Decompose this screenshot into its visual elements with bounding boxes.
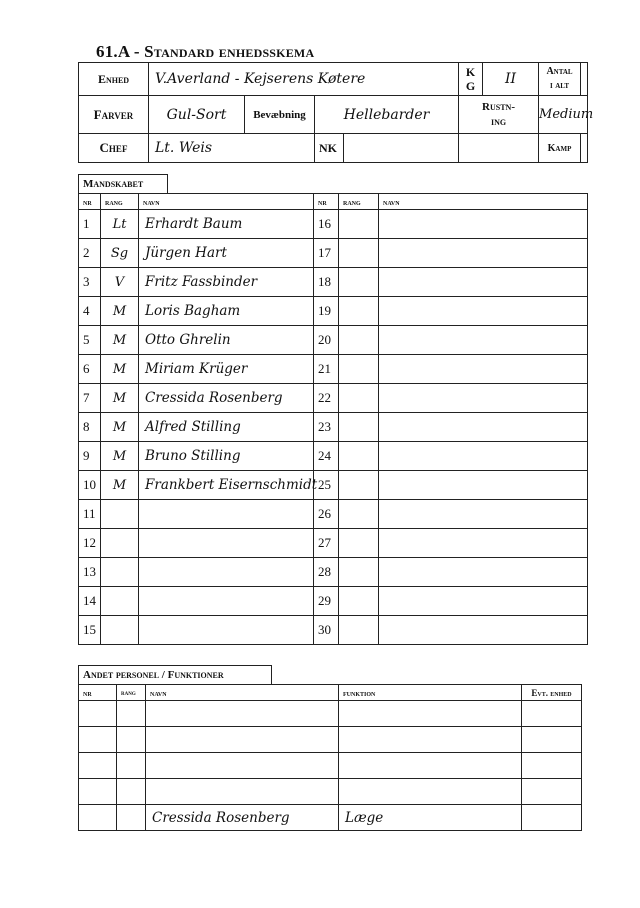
crew-section-label: Mandskabet bbox=[78, 174, 168, 193]
crew-name[interactable] bbox=[139, 558, 314, 587]
crew-name[interactable] bbox=[379, 297, 588, 326]
crew-row bbox=[79, 384, 588, 413]
nk-value[interactable] bbox=[459, 134, 539, 163]
crew-name[interactable] bbox=[379, 384, 588, 413]
crew-row bbox=[79, 500, 588, 529]
chief-value[interactable]: Lt. Weis bbox=[149, 134, 315, 163]
crew-row bbox=[79, 529, 588, 558]
crew-col-nr-right: nr bbox=[314, 194, 339, 210]
crew-nr: 15 bbox=[79, 616, 101, 645]
crew-name[interactable]: Erhardt Baum bbox=[139, 210, 314, 239]
crew-nr: 29 bbox=[314, 587, 339, 616]
other-name[interactable] bbox=[146, 779, 339, 805]
crew-rank[interactable]: M bbox=[101, 471, 139, 500]
crew-rank[interactable]: Lt bbox=[101, 210, 139, 239]
crew-name[interactable]: Alfred Stilling bbox=[139, 413, 314, 442]
other-function[interactable] bbox=[339, 701, 522, 727]
other-row bbox=[79, 701, 582, 727]
crew-nr: 26 bbox=[314, 500, 339, 529]
crew-name[interactable]: Fritz Fassbinder bbox=[139, 268, 314, 297]
other-function[interactable] bbox=[339, 753, 522, 779]
other-name[interactable] bbox=[146, 701, 339, 727]
crew-nr: 16 bbox=[314, 210, 339, 239]
unit-value[interactable]: V.Averland - Kejserens Køtere bbox=[149, 63, 459, 96]
other-nr[interactable] bbox=[79, 805, 117, 831]
crew-row bbox=[79, 442, 588, 471]
crew-nr: 4 bbox=[79, 297, 101, 326]
crew-row bbox=[79, 297, 588, 326]
other-row bbox=[79, 753, 582, 779]
crew-row bbox=[79, 326, 588, 355]
other-function[interactable]: Læge bbox=[339, 805, 522, 831]
other-row bbox=[79, 805, 582, 831]
colors-value[interactable]: Gul-Sort bbox=[149, 96, 245, 134]
crew-nr: 7 bbox=[79, 384, 101, 413]
crew-nr: 5 bbox=[79, 326, 101, 355]
total-label-top: Antal bbox=[546, 66, 573, 77]
crew-rank[interactable] bbox=[339, 413, 379, 442]
crew-rank[interactable]: M bbox=[101, 384, 139, 413]
crew-row bbox=[79, 558, 588, 587]
crew-nr: 18 bbox=[314, 268, 339, 297]
crew-name[interactable]: Otto Ghrelin bbox=[139, 326, 314, 355]
other-col-rank: rang bbox=[117, 685, 146, 701]
crew-row bbox=[79, 210, 588, 239]
crew-name[interactable]: Jürgen Hart bbox=[139, 239, 314, 268]
kg-label-top: K bbox=[465, 65, 476, 79]
other-unit[interactable] bbox=[522, 805, 582, 831]
crew-rank[interactable]: M bbox=[101, 442, 139, 471]
crew-col-rank-right: rang bbox=[339, 194, 379, 210]
other-nr[interactable] bbox=[79, 727, 117, 753]
crew-name[interactable] bbox=[379, 558, 588, 587]
other-col-nr: nr bbox=[79, 685, 117, 701]
armor-label bbox=[459, 96, 539, 134]
crew-nr: 22 bbox=[314, 384, 339, 413]
other-col-function: funktion bbox=[339, 685, 522, 701]
crew-name[interactable] bbox=[379, 442, 588, 471]
crew-name[interactable]: Cressida Rosenberg bbox=[139, 384, 314, 413]
armor-label-top: Rustn- bbox=[482, 100, 515, 113]
crew-name[interactable] bbox=[379, 210, 588, 239]
other-nr[interactable] bbox=[79, 753, 117, 779]
crew-nr: 23 bbox=[314, 413, 339, 442]
crew-nr: 24 bbox=[314, 442, 339, 471]
crew-nr: 30 bbox=[314, 616, 339, 645]
weapons-value[interactable]: Hellebarder bbox=[315, 96, 459, 134]
other-nr[interactable] bbox=[79, 779, 117, 805]
crew-row bbox=[79, 471, 588, 500]
crew-name[interactable] bbox=[379, 413, 588, 442]
crew-rank[interactable] bbox=[339, 297, 379, 326]
other-row bbox=[79, 779, 582, 805]
crew-name[interactable] bbox=[139, 500, 314, 529]
crew-nr: 1 bbox=[79, 210, 101, 239]
chief-label: Chef bbox=[79, 134, 149, 163]
crew-rank[interactable] bbox=[339, 587, 379, 616]
crew-row bbox=[79, 268, 588, 297]
crew-name[interactable] bbox=[379, 529, 588, 558]
crew-rank[interactable] bbox=[339, 442, 379, 471]
crew-name[interactable] bbox=[379, 500, 588, 529]
crew-name[interactable] bbox=[139, 529, 314, 558]
crew-rank[interactable] bbox=[339, 268, 379, 297]
crew-nr: 13 bbox=[79, 558, 101, 587]
crew-row bbox=[79, 587, 588, 616]
other-unit[interactable] bbox=[522, 753, 582, 779]
crew-rank[interactable] bbox=[339, 239, 379, 268]
crew-nr: 9 bbox=[79, 442, 101, 471]
crew-col-rank: rang bbox=[101, 194, 139, 210]
other-nr[interactable] bbox=[79, 701, 117, 727]
other-name[interactable] bbox=[146, 727, 339, 753]
crew-name[interactable]: Miriam Krüger bbox=[139, 355, 314, 384]
crew-nr: 3 bbox=[79, 268, 101, 297]
crew-name[interactable]: Loris Bagham bbox=[139, 297, 314, 326]
crew-nr: 28 bbox=[314, 558, 339, 587]
kamp-label: Kamp bbox=[539, 134, 581, 163]
crew-rank[interactable] bbox=[339, 616, 379, 645]
kg-label-bottom: G bbox=[465, 79, 476, 93]
crew-nr: 25 bbox=[314, 471, 339, 500]
crew-rank[interactable] bbox=[339, 500, 379, 529]
crew-rank[interactable] bbox=[101, 616, 139, 645]
crew-col-nr: nr bbox=[79, 194, 101, 210]
unit-info-table bbox=[78, 62, 594, 163]
crew-nr: 8 bbox=[79, 413, 101, 442]
crew-rank[interactable] bbox=[339, 210, 379, 239]
other-function[interactable] bbox=[339, 779, 522, 805]
crew-name[interactable] bbox=[379, 268, 588, 297]
crew-rank[interactable]: M bbox=[101, 297, 139, 326]
crew-rank[interactable] bbox=[101, 500, 139, 529]
crew-nr: 6 bbox=[79, 355, 101, 384]
other-rank[interactable] bbox=[117, 701, 146, 727]
weapons-label: Bevæbning bbox=[245, 96, 315, 134]
crew-nr: 19 bbox=[314, 297, 339, 326]
crew-row bbox=[79, 239, 588, 268]
nk-cell bbox=[315, 134, 459, 163]
unit-label: Enhed bbox=[79, 63, 149, 96]
crew-name[interactable]: Frankbert Eisernschmidt bbox=[139, 471, 314, 500]
crew-nr: 12 bbox=[79, 529, 101, 558]
crew-row bbox=[79, 355, 588, 384]
other-col-unit: Evt. enhed bbox=[522, 685, 582, 701]
crew-nr: 27 bbox=[314, 529, 339, 558]
kg-value[interactable]: II bbox=[483, 63, 539, 96]
crew-row bbox=[79, 616, 588, 645]
crew-rank[interactable]: M bbox=[101, 355, 139, 384]
crew-name[interactable] bbox=[139, 616, 314, 645]
total-value[interactable] bbox=[581, 63, 588, 96]
crew-nr: 11 bbox=[79, 500, 101, 529]
crew-nr: 21 bbox=[314, 355, 339, 384]
other-unit[interactable] bbox=[522, 727, 582, 753]
crew-rank[interactable] bbox=[101, 529, 139, 558]
crew-nr: 17 bbox=[314, 239, 339, 268]
crew-name[interactable] bbox=[379, 239, 588, 268]
other-row bbox=[79, 727, 582, 753]
crew-rank[interactable]: Sg bbox=[101, 239, 139, 268]
crew-row bbox=[79, 413, 588, 442]
crew-rank[interactable] bbox=[101, 587, 139, 616]
crew-rank[interactable] bbox=[101, 558, 139, 587]
other-personnel-table bbox=[78, 684, 582, 831]
crew-rank[interactable]: M bbox=[101, 326, 139, 355]
crew-rank[interactable] bbox=[339, 529, 379, 558]
crew-name[interactable] bbox=[139, 587, 314, 616]
other-section-label: Andet personel / Funktioner bbox=[78, 665, 272, 684]
crew-name[interactable] bbox=[379, 587, 588, 616]
crew-nr: 2 bbox=[79, 239, 101, 268]
crew-col-name-right: navn bbox=[379, 194, 588, 210]
other-name[interactable]: Cressida Rosenberg bbox=[146, 805, 339, 831]
crew-rank[interactable] bbox=[339, 355, 379, 384]
kamp-value[interactable] bbox=[581, 134, 588, 163]
other-name[interactable] bbox=[146, 753, 339, 779]
crew-rank[interactable] bbox=[339, 471, 379, 500]
kg-label bbox=[459, 63, 483, 96]
other-col-name: navn bbox=[146, 685, 339, 701]
crew-name[interactable] bbox=[379, 326, 588, 355]
crew-rank[interactable]: M bbox=[101, 413, 139, 442]
crew-name[interactable] bbox=[379, 616, 588, 645]
armor-value[interactable]: Medium bbox=[539, 96, 588, 134]
other-unit[interactable] bbox=[522, 701, 582, 727]
total-label bbox=[539, 63, 581, 96]
other-unit[interactable] bbox=[522, 779, 582, 805]
crew-nr: 14 bbox=[79, 587, 101, 616]
total-label-bottom: i alt bbox=[550, 80, 569, 91]
other-function[interactable] bbox=[339, 727, 522, 753]
colors-label: Farver bbox=[79, 96, 149, 134]
crew-rank[interactable] bbox=[339, 326, 379, 355]
crew-rank[interactable]: V bbox=[101, 268, 139, 297]
other-rank[interactable] bbox=[117, 753, 146, 779]
crew-nr: 10 bbox=[79, 471, 101, 500]
crew-name[interactable]: Bruno Stilling bbox=[139, 442, 314, 471]
other-rank[interactable] bbox=[117, 727, 146, 753]
crew-rank[interactable] bbox=[339, 384, 379, 413]
other-rank[interactable] bbox=[117, 805, 146, 831]
nk-label: NK bbox=[315, 134, 344, 162]
crew-name[interactable] bbox=[379, 471, 588, 500]
armor-label-bottom: ing bbox=[490, 115, 507, 128]
page-title: 61.A - Standard enhedsskema bbox=[96, 42, 315, 61]
crew-name[interactable] bbox=[379, 355, 588, 384]
crew-col-name: navn bbox=[139, 194, 314, 210]
crew-table bbox=[78, 193, 588, 645]
crew-nr: 20 bbox=[314, 326, 339, 355]
other-rank[interactable] bbox=[117, 779, 146, 805]
crew-rank[interactable] bbox=[339, 558, 379, 587]
